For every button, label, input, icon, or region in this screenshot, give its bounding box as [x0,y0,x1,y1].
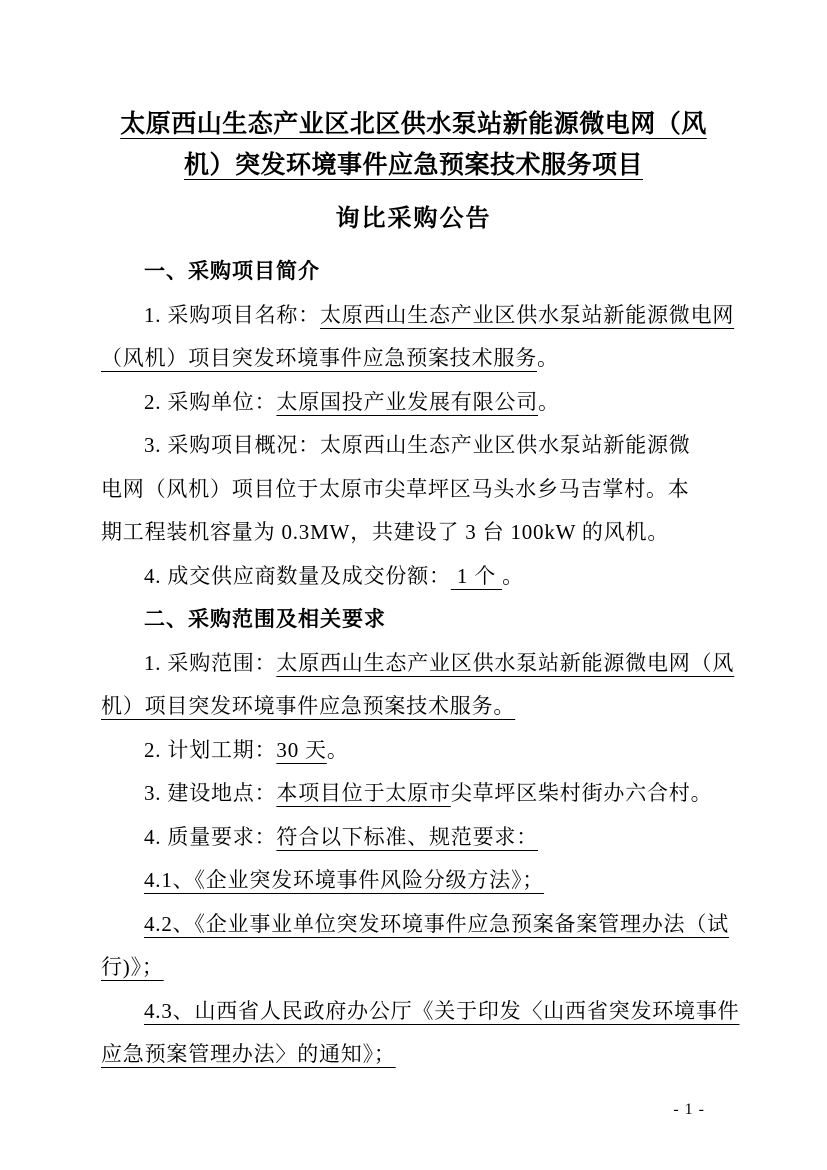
text-segment: 4. 成交供应商数量及成交份额： [144,563,451,588]
text-line [101,511,726,555]
text-segment: 3. 建设地点： [144,781,277,805]
text-segment: 。 [326,737,349,762]
underlined-text: 4.1、《企业突发环境事件风险分级方法》； [144,868,545,892]
underlined-text: 太原西山生态产业区供水泵站新能源微电网（风 [276,650,735,675]
text-segment: 期工程装机容量为 0.3MW，共建设了 3 台 100kW 的风机。 [101,520,670,544]
text-line [101,903,729,947]
text-line [101,685,726,729]
title-line-1-text: 太原西山生态产业区北区供水泵站新能源微电网（风 [120,111,707,138]
text-segment: 尖草坪区柴村街办六合村。 [450,781,713,805]
text-line [101,642,735,686]
text-line [101,729,726,773]
underlined-text: 机）项目突发环境事件应急预案技术服务。 [101,694,516,718]
text-segment: 。 [502,563,524,588]
underlined-text: 符合以下标准、规范要求： [276,824,539,849]
underlined-text: 4.3、山西省人民政府办公厅《关于印发〈山西省突发环境事件 [144,998,740,1023]
section-heading-2: 二、采购范围及相关要求 [144,608,386,631]
text-line [101,424,726,468]
text-line [101,337,726,381]
text-segment: 电网（风机）项目位于太原市尖草坪区马头水乡马吉掌村。本 [101,476,690,501]
title-line-1 [101,104,726,145]
text-line [101,772,726,816]
text-line [101,468,726,512]
text-line [101,946,726,990]
text-segment: 。 [537,346,559,370]
underlined-text: 应急预案管理办法〉的通知》； [101,1042,396,1066]
text-segment: 1. 采购范围： [144,650,277,675]
page-number: - 1 - [673,1101,705,1118]
text-segment: 3. 采购项目概况：太原西山生态产业区供水泵站新能源微 [144,433,691,457]
text-segment: 1. 采购项目名称： [144,302,320,327]
underlined-text: 太原西山生态产业区供水泵站新能源微电网 [320,302,735,327]
document-body [101,250,740,1077]
document-subtitle: 询比采购公告 [335,206,492,232]
text-line [101,381,726,425]
underlined-text: 太原国投产业发展有限公司 [276,389,539,414]
text-segment: 2. 采购单位： [144,389,277,414]
text-line [101,1033,726,1077]
underlined-text: 本项目位于太原市 [276,781,451,805]
document-content [101,104,740,1077]
section-heading-1: 一、采购项目简介 [144,260,320,283]
text-line [101,294,735,338]
text-line [101,990,740,1034]
underlined-text: 行)》； [101,955,164,979]
title-line-2-text: 机）突发环境事件应急预案技术服务项目 [183,152,643,179]
text-line [101,859,726,903]
underlined-text: 1 个 [450,563,503,588]
text-segment: 2. 计划工期： [144,737,277,762]
underlined-text: （风机）项目突发环境事件应急预案技术服务 [101,346,537,370]
text-line [101,816,726,860]
text-segment: 4. 质量要求： [144,824,277,849]
title-line-2 [101,145,726,186]
text-segment: 。 [538,389,560,414]
text-line [101,555,726,599]
underlined-text: 4.2、《企业事业单位突发环境事件应急预案备案管理办法（试 [144,911,729,936]
document-title [101,104,726,186]
underlined-text: 30 天 [276,737,327,762]
